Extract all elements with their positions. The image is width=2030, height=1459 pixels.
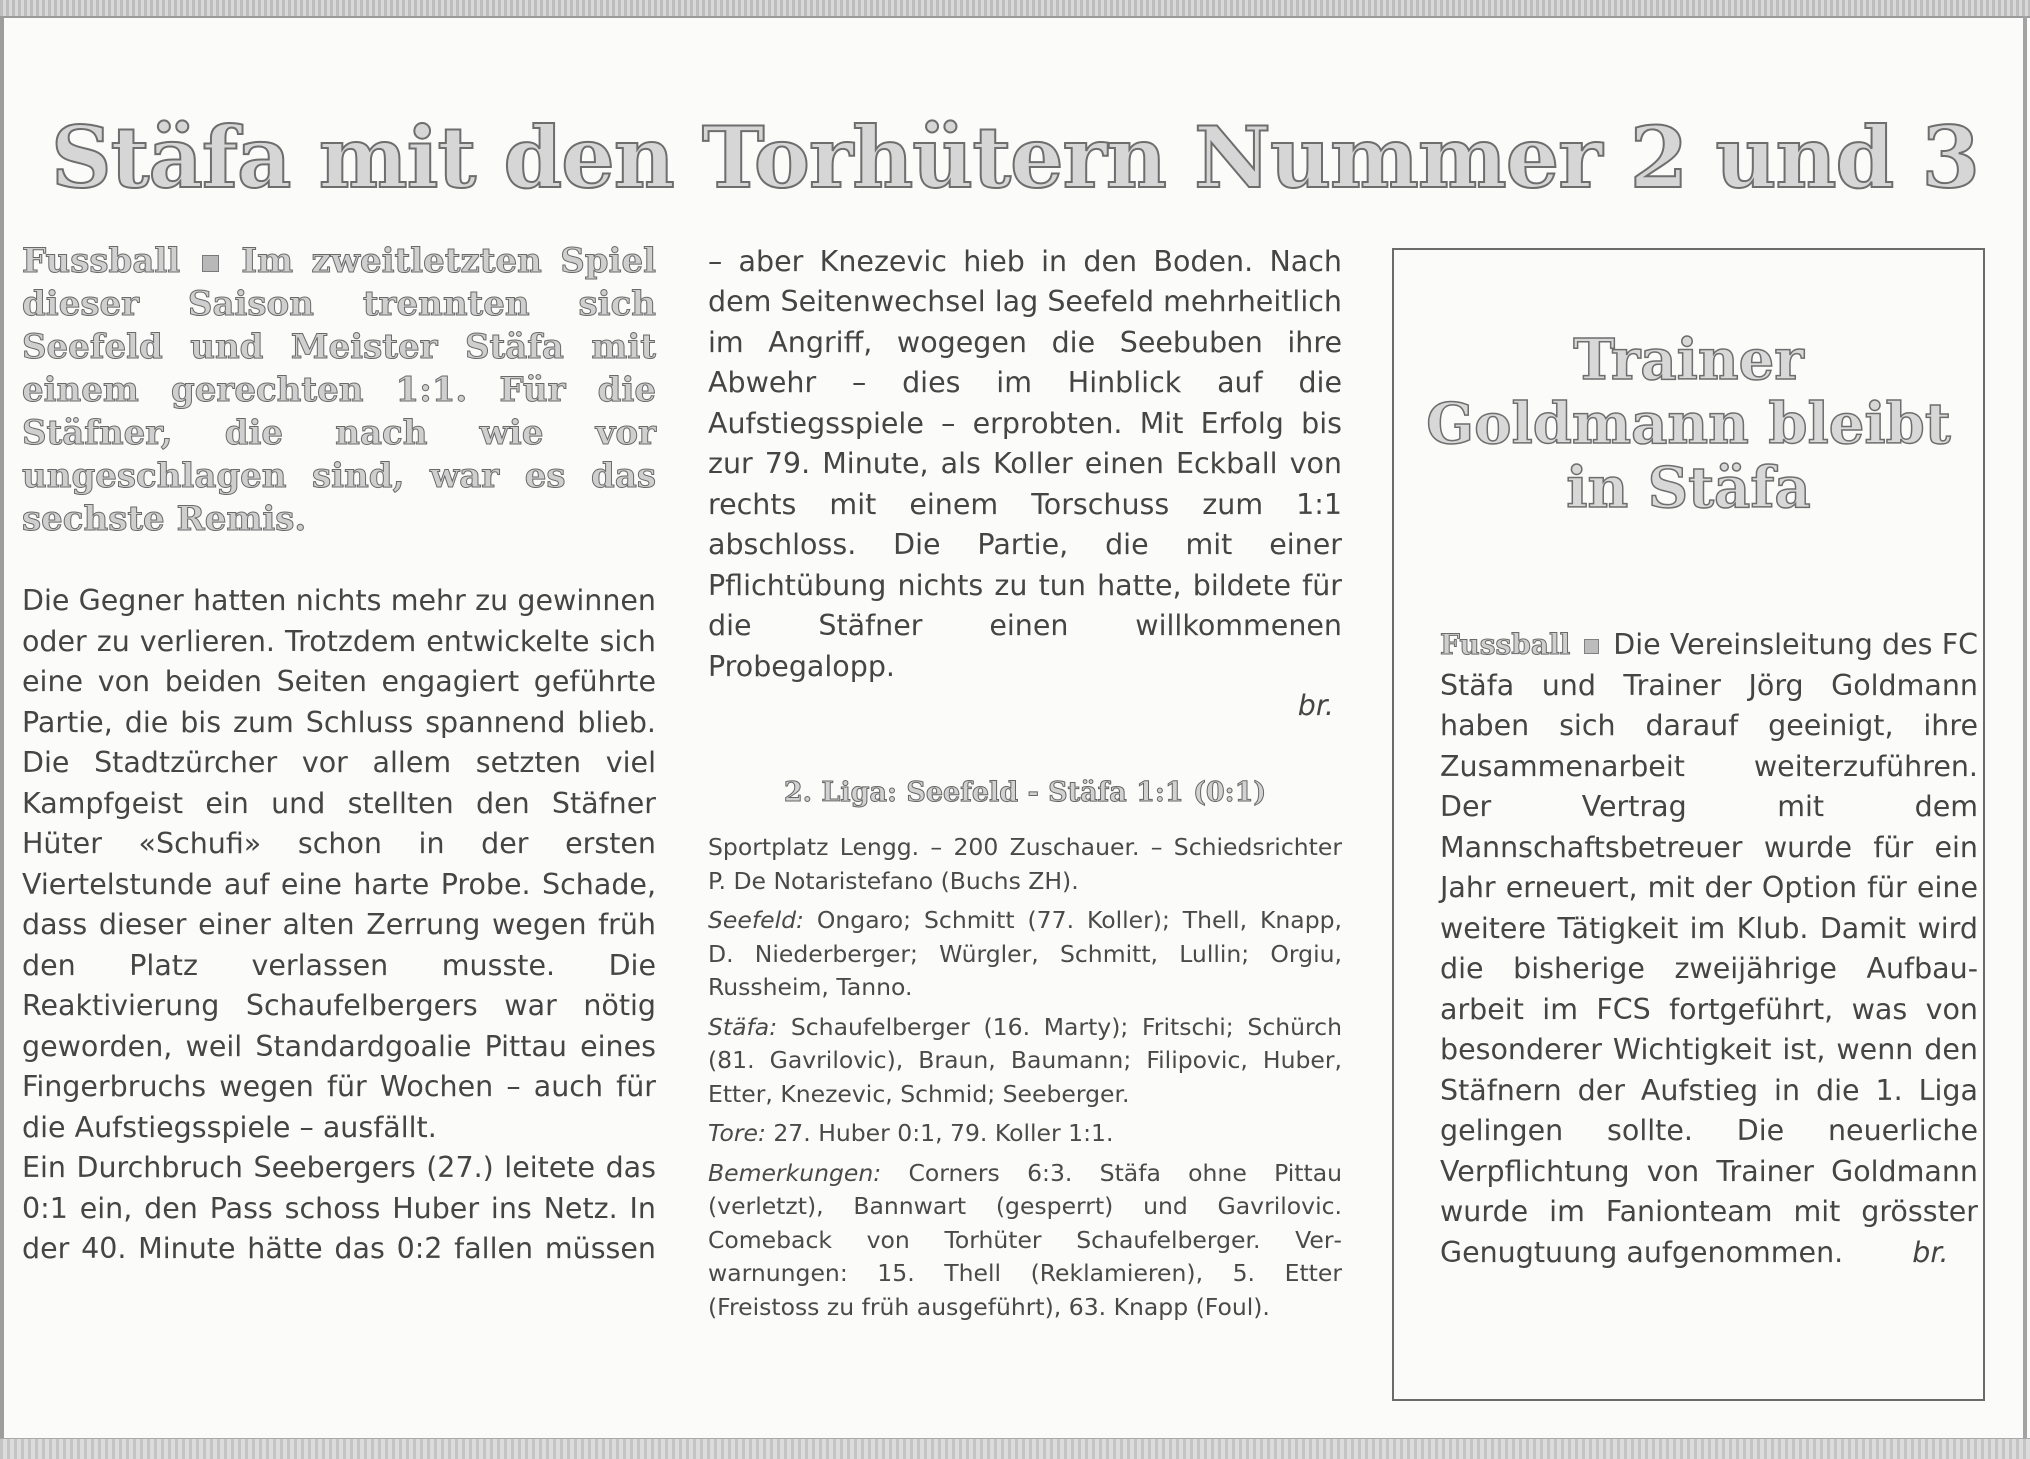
- column-2: [708, 241, 1342, 1330]
- scan-top-edge: [0, 0, 2030, 18]
- sidebar-headline: [1392, 328, 1985, 520]
- paragraph-2-continuation-viewport: [708, 241, 1342, 727]
- remarks-label: Bemerkungen:: [708, 1158, 882, 1187]
- result-goals: [708, 1117, 1342, 1151]
- goals-label: Tore:: [708, 1119, 766, 1147]
- seefeld-lineup: Ongaro; Schmitt (77. Koller); Thell, Knapp, D. Niederberger; Würgler, Schmitt, Lullin; Orgiu, Russheim, Tanno.: [708, 906, 1342, 1001]
- article-paragraph-2-start: [22, 1148, 656, 1269]
- article-paragraph-1: Die Gegner hatten nichts mehr zu gewinnen oder zu verlieren. Trotzdem entwickelte sich eine von beiden Seiten engagiert geführte Partie, die bis zum Schluss spannend blieb. Die Stadtzürcher vor allem setzten viel Kampfgeist ein und stellten den Stäfner Hüter «Schufi» schon in der ersten Viertelstunde auf eine harte Probe. Schade, dass dieser einer alten Zerrung wegen früh den Platz verlassen musste. Die Reaktivierung Schaufelbergers war nötig geworden, weil Standardgoalie Pittau eines Fingerbruchs wegen für Wochen – auch für die Aufstiegsspiele – ausfällt.: [22, 584, 656, 1144]
- sidebar-text-column: [1440, 625, 1978, 1273]
- scan-left-edge: [0, 16, 4, 1438]
- sidebar-section-tag: Fussball: [1440, 628, 1571, 661]
- paragraph-2-cont-text: – aber Knezevic hieb in den Boden. Nach dem Seitenwechsel lag Seefeld mehrheitlich im Angriff, wogegen die Seebuben ihre Abwehr – dies im Hinblick auf die Aufstiegsspiele – erprobten. Mit Erfolg bis zur 79. Minute, als Koller einen Eckball von rechts mit einem Torschuss zum 1:1 abschloss. Die Partie, die mit einer Pflichtübung nichts zu tun hatte, bildete für die Stäfner einen willkommenen Probegalopp.: [708, 244, 1342, 683]
- staefa-lineup: Schaufelberger (16. Marty); Fritschi; Schürch (81. Gavrilovic), Braun, Baumann; Filipovic, Huber, Etter, Knezevic, Schmid; Seeberger.: [708, 1012, 1342, 1108]
- square-bullet-icon: [202, 255, 219, 272]
- remarks-text: Corners 6:3. Stäfa ohne Pittau (verletzt), Bannwart (gesperrt) und Gavrilovic. Comeback von Torhüter Schaufelberger. Verwarnungen: 15. Thell (Reklamieren), 5. Etter (Freistoss zu früh ausgeführt), 63. Knapp (Foul).: [708, 1158, 1342, 1321]
- lead-section-tag: Fussball: [22, 241, 181, 281]
- article-signature: br.: [1297, 689, 1334, 722]
- sidebar-signature: br.: [1912, 1235, 1949, 1269]
- column-1: [22, 240, 656, 1269]
- sidebar-paragraph: [1440, 625, 1978, 1273]
- scan-right-edge: [2023, 16, 2027, 1438]
- lead-text: Im zweitletzten Spiel dieser Saison trennten sich Seefeld und Meister Stäfa mit einem gerechten 1:1. Für die Stäfner, die nach wie vor ungeschlagen sind, war es das sechste Remis.: [22, 241, 656, 539]
- scan-bottom-edge: [0, 1438, 2030, 1459]
- result-seefeld: [708, 904, 1342, 1005]
- result-title: 2. Liga: Seefeld - Stäfa 1:1 (0:1): [783, 777, 1267, 808]
- result-venue: Sportplatz Lengg. – 200 Zuschauer. – Schiedsrichter P. De Notaristefano (Buchs ZH).: [708, 833, 1342, 895]
- square-bullet-icon: [1584, 639, 1599, 654]
- paragraph-2-text: Ein Durchbruch Seebergers (27.) leitete das 0:1 ein, den Pass schoss Huber ins Netz. In der 40. Minute hätte das 0:2 fallen müssen: [22, 1151, 656, 1265]
- sidebar-text: Die Vereinsleitung des FC Stäfa und Trainer Jörg Goldmann haben sich darauf geeinigt, ihre Zusammenarbeit weiterzuführen. Der Vertrag mit dem Mannschaftsbetreuer wurde für ein Jahr erneuert, mit der Option für eine weitere Tätigkeit im Klub. Damit wird die bisherige zweijährige Aufbauarbeit im FCS fortgeführt, was von besonderer Wichtigkeit ist, wenn den Stäfnern der Aufstieg in die 1. Liga gelingen sollte. Die neuerliche Verpflichtung von Trainer Goldmann wurde im Fanionteam mit grösster Genugtuung aufgenommen.: [1440, 628, 1978, 1269]
- sidebar-headline-line-3: in Stäfa: [1566, 455, 1811, 521]
- result-box: [708, 775, 1342, 1324]
- sidebar-headline-line-1: Trainer: [1573, 327, 1804, 393]
- goals-text: 27. Huber 0:1, 79. Koller 1:1.: [773, 1119, 1114, 1147]
- sidebar-headline-line-2: Goldmann bleibt: [1426, 391, 1951, 457]
- result-staefa: [708, 1011, 1342, 1112]
- result-remarks: [708, 1157, 1342, 1325]
- seefeld-label: Seefeld:: [708, 906, 804, 934]
- result-details: [708, 831, 1342, 1324]
- article-paragraph-2-cont: [708, 241, 1342, 687]
- article-headline: Stäfa mit den Torhütern Nummer 2 und 3: [51, 108, 1979, 207]
- staefa-label: Stäfa:: [708, 1012, 778, 1041]
- article-lead: [22, 240, 656, 541]
